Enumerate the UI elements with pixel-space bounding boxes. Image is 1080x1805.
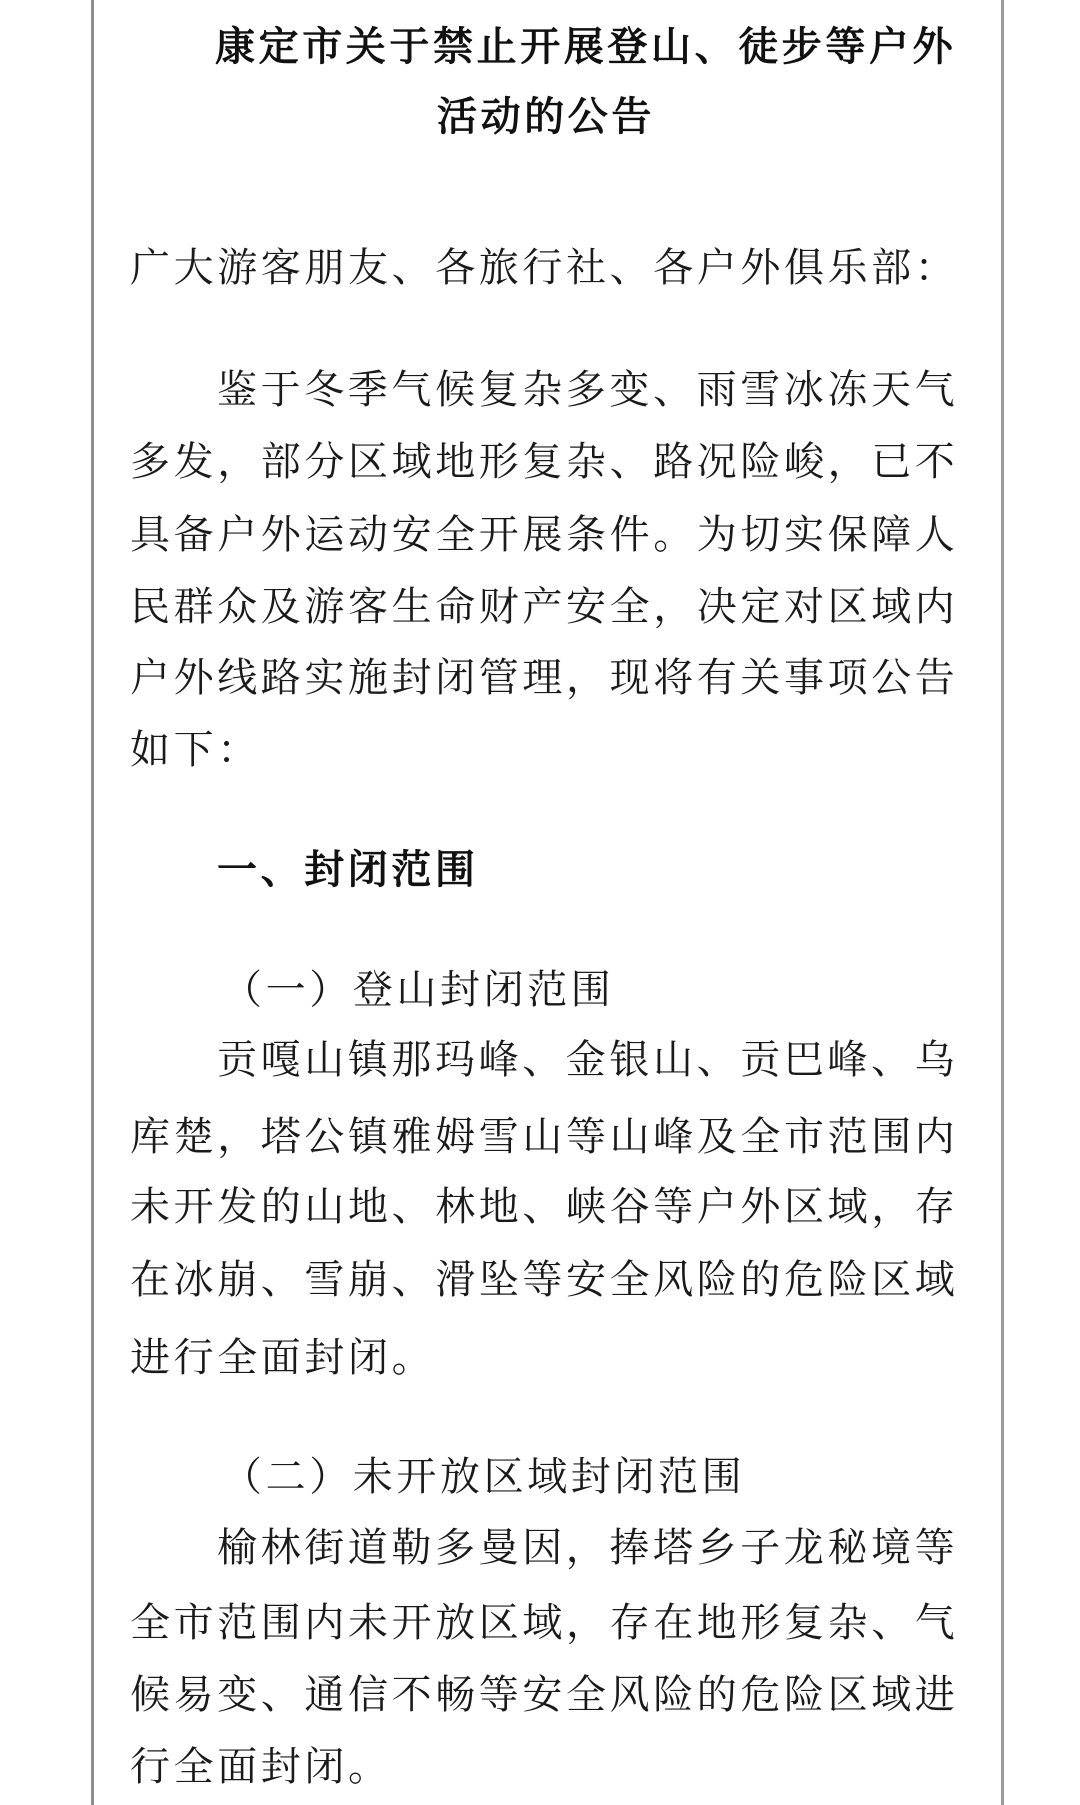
paragraph-line: 库楚，塔公镇雅姆雪山等山峰及全市范围内	[130, 1114, 959, 1160]
subsection-heading-mountaineering: （一）登山封闭范围	[222, 967, 615, 1013]
paragraph-line: 贡嘎山镇那玛峰、金银山、贡巴峰、乌	[217, 1037, 959, 1083]
page-border-right	[1001, 0, 1004, 1805]
section-heading-closure-scope: 一、封闭范围	[217, 847, 479, 893]
salutation: 广大游客朋友、各旅行社、各户外俱乐部：	[130, 245, 959, 291]
paragraph-line: 民群众及游客生命财产安全，决定对区域内	[130, 584, 959, 630]
page-border-left	[91, 0, 94, 1805]
paragraph-line: 在冰崩、雪崩、滑坠等安全风险的危险区域	[130, 1257, 959, 1303]
paragraph-line: 鉴于冬季气候复杂多变、雨雪冰冻天气	[217, 367, 959, 413]
page-title-line-2: 活动的公告	[437, 94, 655, 140]
paragraph-line: 多发，部分区域地形复杂、路况险峻，已不	[130, 439, 959, 485]
paragraph-line: 具备户外运动安全开展条件。为切实保障人	[130, 512, 959, 558]
page-title-line-1: 康定市关于禁止开展登山、徒步等户外	[215, 24, 957, 70]
paragraph-line: 未开发的山地、林地、峡谷等户外区域，存	[130, 1184, 959, 1230]
paragraph-line: 进行全面封闭。	[130, 1335, 436, 1381]
paragraph-line: 榆林街道勒多曼因，捧塔乡子龙秘境等	[217, 1525, 959, 1571]
paragraph-line: 候易变、通信不畅等安全风险的危险区域进	[130, 1672, 959, 1718]
paragraph-line: 行全面封闭。	[130, 1744, 392, 1790]
paragraph-line: 如下：	[130, 727, 261, 773]
paragraph-line: 户外线路实施封闭管理，现将有关事项公告	[130, 655, 959, 701]
subsection-heading-unopened-areas: （二）未开放区域封闭范围	[222, 1454, 746, 1500]
paragraph-line: 全市范围内未开放区域，存在地形复杂、气	[130, 1600, 959, 1646]
